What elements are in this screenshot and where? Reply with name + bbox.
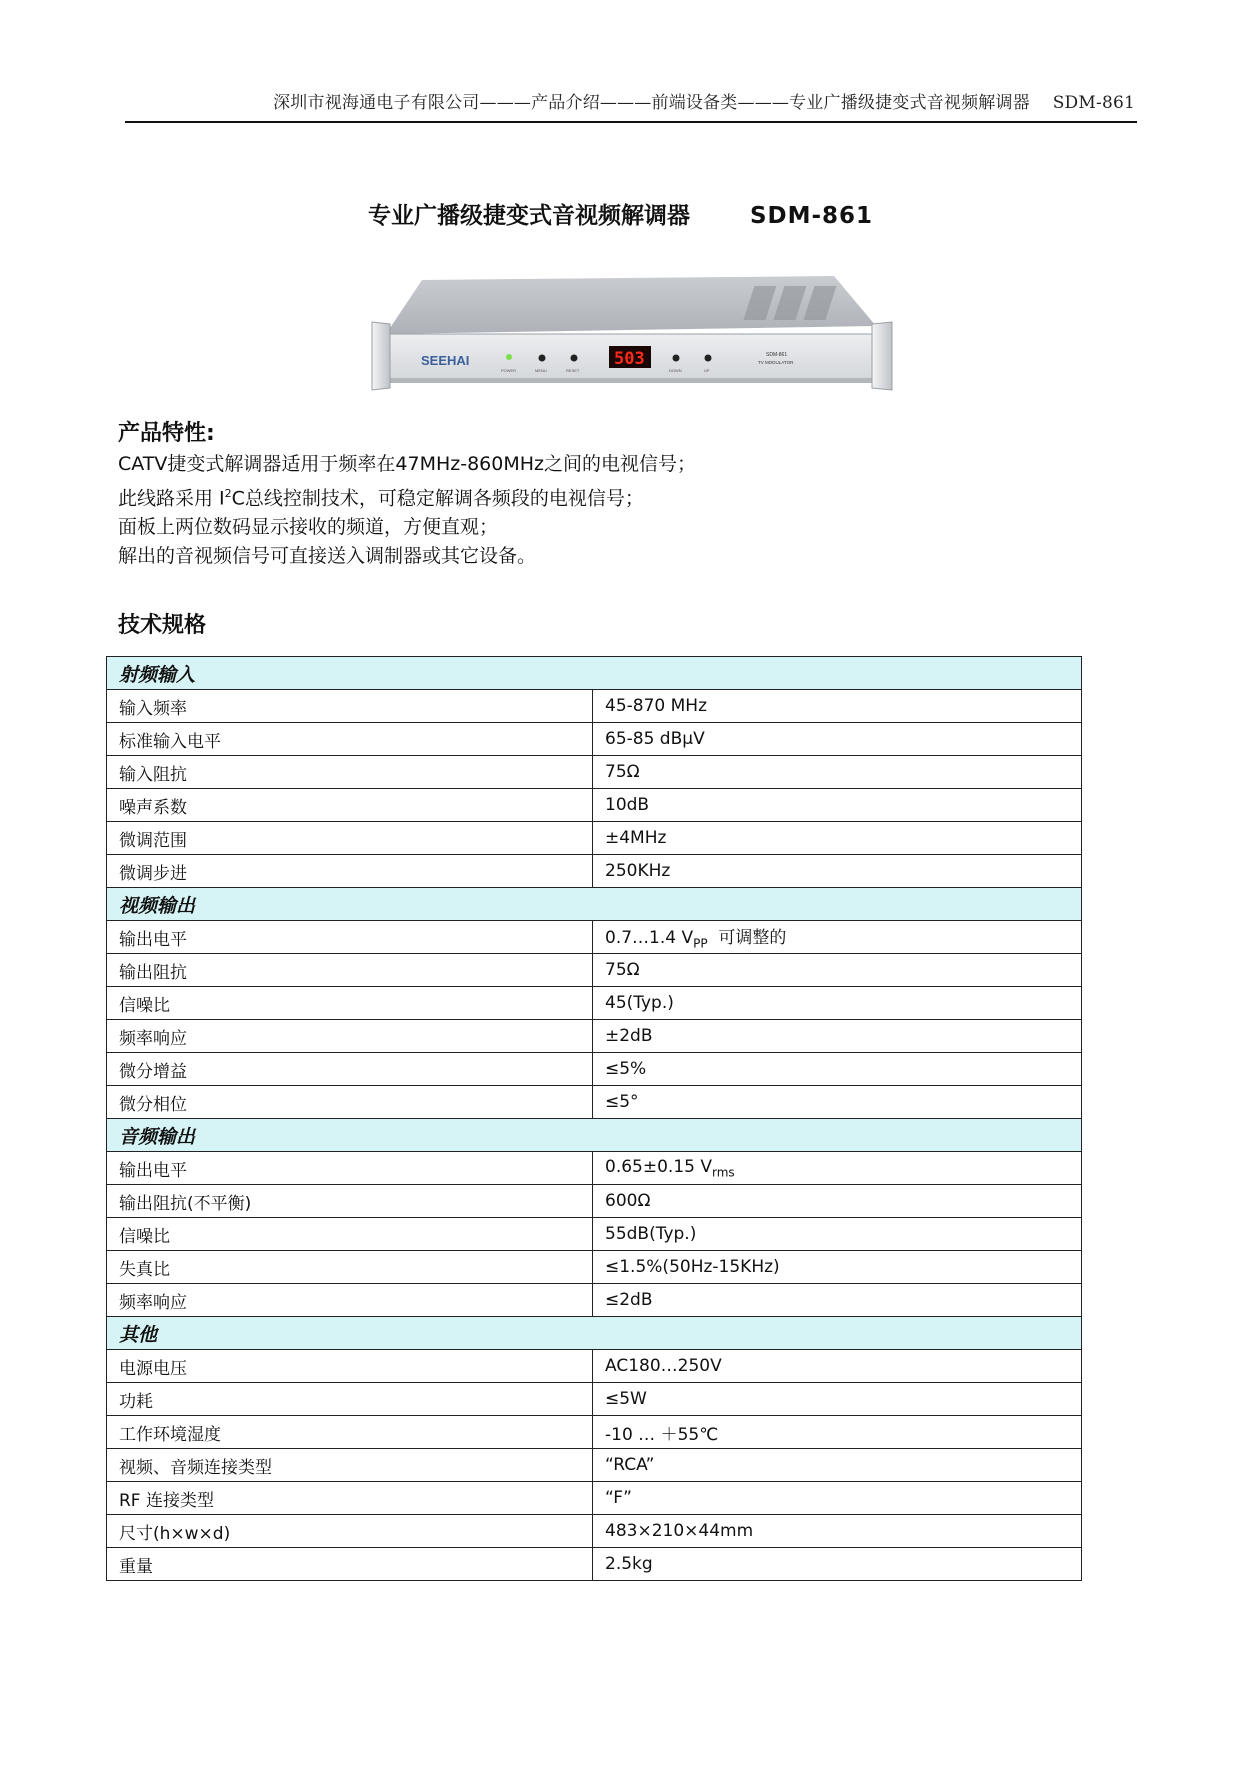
table-row: 输入阻抗 75Ω (107, 756, 1082, 789)
device-top-panel (386, 276, 876, 334)
table-row: 微调范围 ±4MHz (107, 822, 1082, 855)
table-row: 电源电压 AC180…250V (107, 1350, 1082, 1383)
table-row: 频率响应 ≤2dB (107, 1284, 1082, 1317)
feature-line: 此线路采用 $I^2C$总线控制技术，可稳定解调各频段的电视信号； (118, 487, 644, 510)
features-list (118, 450, 1018, 571)
down-label: DOWN (669, 368, 682, 373)
table-row: RF 连接类型 “F” (107, 1482, 1082, 1515)
device-illustration (364, 272, 899, 404)
table-row: 输出电平 0.65±0.15 $V_{rms}$ (107, 1152, 1082, 1185)
header-divider (125, 121, 1137, 123)
model-plate: SDM-861 (766, 352, 788, 358)
table-row: 微分相位 ≤5° (107, 1086, 1082, 1119)
table-row: 噪声系数 10dB (107, 789, 1082, 822)
table-row: 输出阻抗(不平衡) 600Ω (107, 1185, 1082, 1218)
feature-line: 解出的音视频信号可直接送入调制器或其它设备。 (118, 545, 537, 568)
product-model: SDM-861 (749, 203, 874, 229)
table-row: 尺寸(h×w×d) 483×210×44mm (107, 1515, 1082, 1548)
table-row: 信噪比 45(Typ.) (107, 987, 1082, 1020)
down-button (673, 355, 680, 362)
page-header-breadcrumb: 深圳市视海通电子有限公司———产品介绍———前端设备类———专业广播级捷变式音视频解调器 SDM-861 (273, 93, 1135, 113)
spec-group-audio-output: 音频输出 (107, 1119, 1082, 1152)
up-label: UP (704, 368, 710, 373)
table-row: 信噪比 55dB(Typ.) (107, 1218, 1082, 1251)
table-row: 频率响应 ±2dB (107, 1020, 1082, 1053)
table-row: 工作环境湿度 -10 … ＋55℃ (107, 1416, 1082, 1449)
table-row: 重量 2.5kg (107, 1548, 1082, 1581)
table-row: 输出电平 0.7…1.4 $V_{PP}$ 可调整的 (107, 921, 1082, 954)
reset-button (571, 355, 578, 362)
reset-label: RESET (566, 368, 580, 373)
led-display-digits: 503 (614, 349, 645, 369)
document-title (0, 197, 1241, 230)
spec-group-other: 其他 (107, 1317, 1082, 1350)
features-heading: 产品特性: (118, 421, 215, 446)
product-name: 专业广播级捷变式音视频解调器 (367, 203, 690, 229)
feature-line: CATV捷变式解调器适用于频率在47MHz-860MHz之间的电视信号； (118, 453, 696, 475)
table-row: 微调步进 250KHz (107, 855, 1082, 888)
table-row: 输入频率 45-870 MHz (107, 690, 1082, 723)
power-led (506, 354, 512, 360)
spec-heading: 技术规格 (118, 613, 207, 638)
table-row: 输出阻抗 75Ω (107, 954, 1082, 987)
table-row: 功耗 ≤5W (107, 1383, 1082, 1416)
spec-table (106, 656, 1082, 1581)
device-brand-label: SEEHAI (421, 353, 470, 368)
feature-line: 面板上两位数码显示接收的频道，方便直观； (118, 516, 499, 539)
table-row: 微分增益 ≤5% (107, 1053, 1082, 1086)
menu-button (539, 355, 546, 362)
rack-ear-right (872, 322, 892, 390)
up-button (705, 355, 712, 362)
table-row: 标准输入电平 65-85 dBμV (107, 723, 1082, 756)
spec-group-video-output: 视频输出 (107, 888, 1082, 921)
spec-group-rf-input: 射频输入 (107, 657, 1082, 690)
vent-slots (743, 286, 836, 320)
table-row: 失真比 ≤1.5%(50Hz-15KHz) (107, 1251, 1082, 1284)
table-row: 视频、音频连接类型 “RCA” (107, 1449, 1082, 1482)
rack-ear-left (372, 322, 390, 390)
power-label: POWER (501, 368, 517, 373)
menu-label: MENU (535, 368, 547, 373)
model-plate-sub: TV MODULATOR (758, 360, 794, 365)
